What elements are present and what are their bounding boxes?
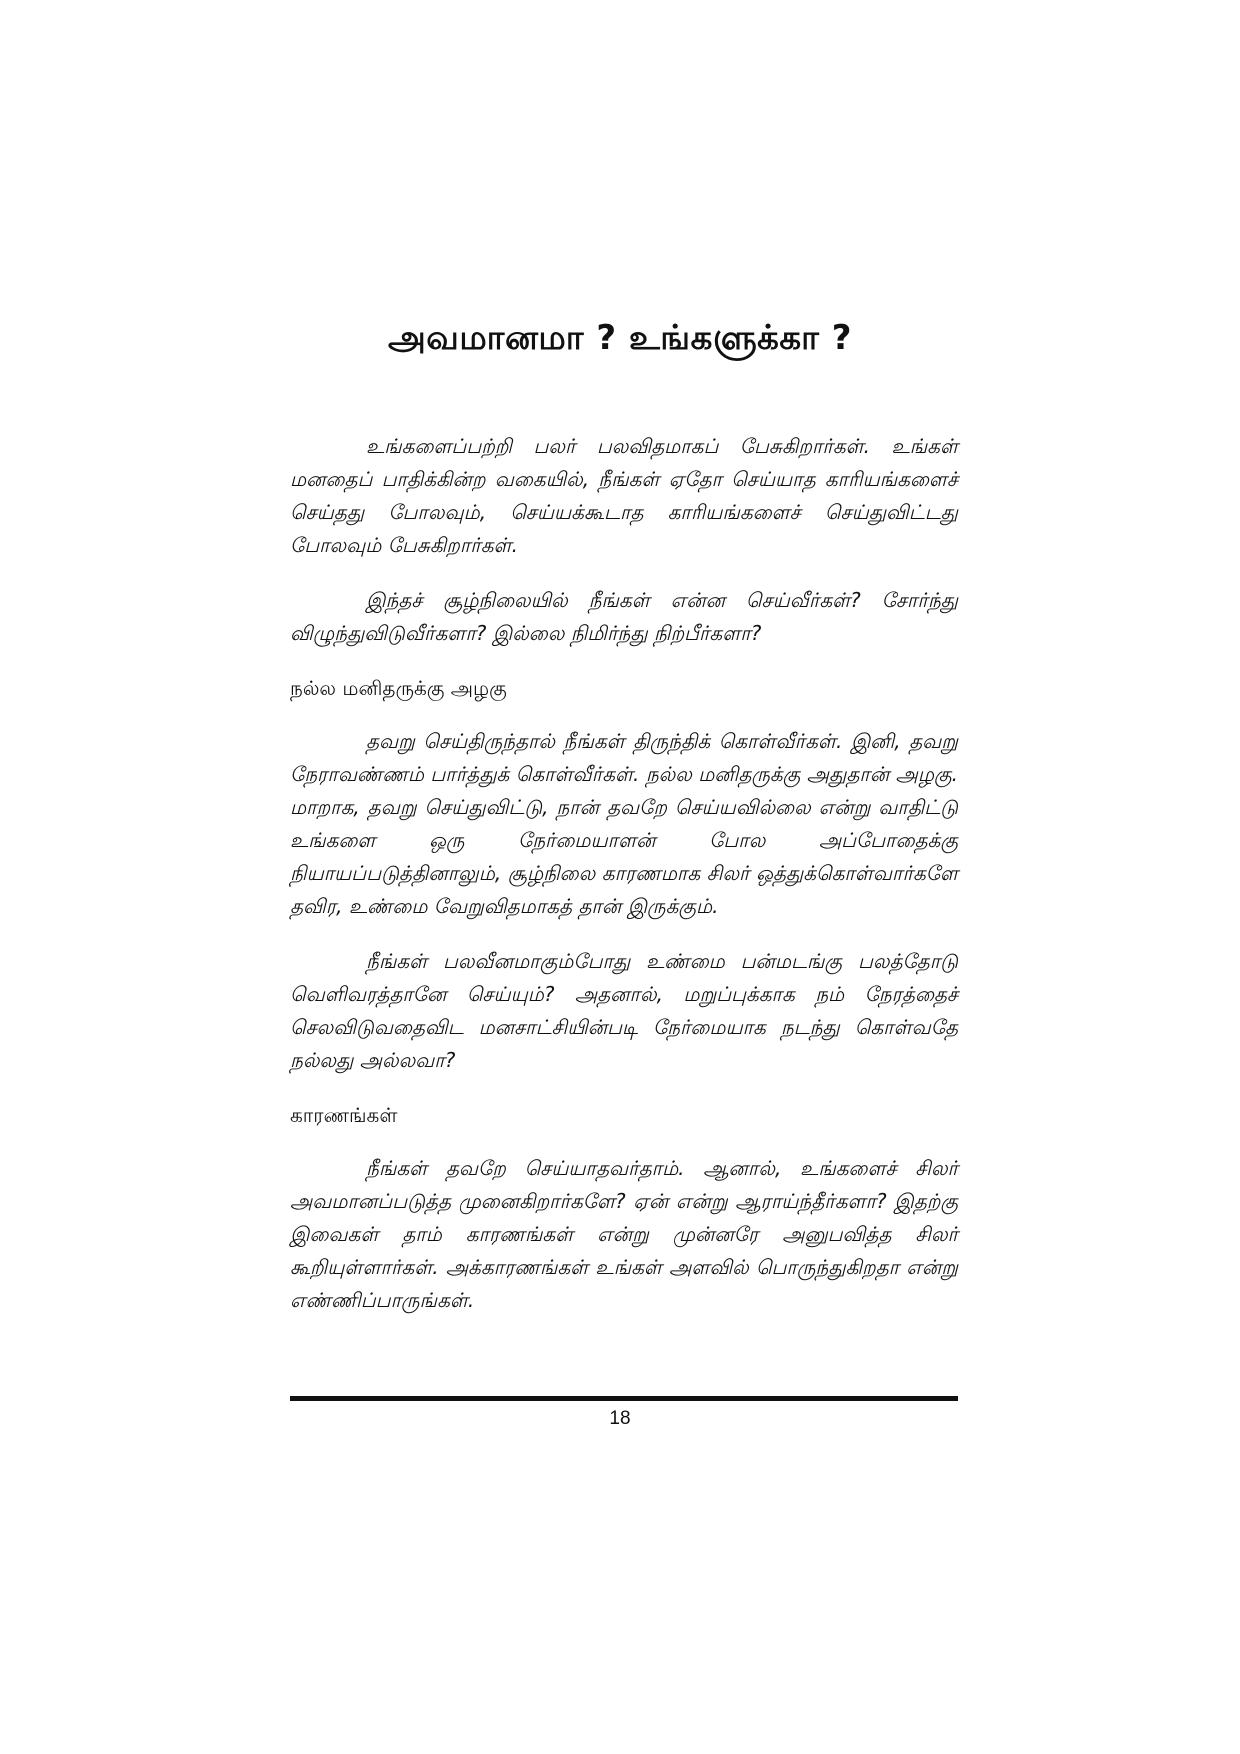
body-text <box>290 430 958 1339</box>
paragraph-intro-1: உங்களைப்பற்றி பலர் பலவிதமாகப் பேசுகிறார்கள். உங்கள் மனதைப் பாதிக்கின்ற வகையில், நீங்கள் ஏதோ செய்யாத காரியங்களைச் செய்தது போலவும், செய்யக்கூடாத காரியங்களைச் செய்துவிட்டது போலவும் பேசுகிறார்கள். <box>290 434 958 557</box>
paragraph-intro-2: இந்தச் சூழ்நிலையில் நீங்கள் என்ன செய்வீர்கள்? சோர்ந்து விழுந்துவிடுவீர்களா? இல்லை நிமிர்ந்து நிற்பீர்களா? <box>290 588 958 645</box>
section-heading-reasons: காரணங்கள் <box>290 1103 398 1127</box>
paragraph-good-person-2: நீங்கள் பலவீனமாகும்போது உண்மை பன்மடங்கு பலத்தோடு வெளிவரத்தானே செய்யும்? அதனால், மறுப்புக்காக நம் நேரத்தைச் செலவிடுவதைவிட மனசாட்சியின்படி நேர்மையாக நடந்து கொள்வதே நல்லது அல்லவா? <box>290 949 958 1072</box>
page-title: அவமானமா ? உங்களுக்கா ? <box>388 318 852 358</box>
paragraph-good-person-1: தவறு செய்திருந்தால் நீங்கள் திருந்திக் கொள்வீர்கள். இனி, தவறு நேராவண்ணம் பார்த்துக் கொள்வீர்கள். நல்ல மனிதருக்கு அதுதான் அழகு. மாறாக, தவறு செய்துவிட்டு, நான் தவறே செய்யவில்லை என்று வாதிட்டு உங்களை ஒரு நேர்மையாளன் போல அப்போதைக்கு நியாயப்படுத்தினாலும், சூழ்நிலை காரணமாக சிலர் ஒத்துக்கொள்வார்களே தவிர, உண்மை வேறுவிதமாகத் தான் இருக்கும். <box>290 729 958 918</box>
footer-divider <box>290 1396 958 1401</box>
paragraph-reasons-1: நீங்கள் தவறே செய்யாதவர்தாம். ஆனால், உங்களைச் சிலர் அவமானப்படுத்த முனைகிறார்களே? ஏன் என்று ஆராய்ந்தீர்களா? இதற்கு இவைகள் தாம் காரணங்கள் என்று முன்னரே அனுபவித்த சிலர் கூறியுள்ளார்கள். அக்காரணங்கள் உங்கள் அளவில் பொருந்துகிறதா என்று எண்ணிப்பாருங்கள். <box>290 1156 958 1312</box>
section-heading-good-person: நல்ல மனிதருக்கு அழகு <box>290 676 507 700</box>
page-number: 18 <box>609 1408 631 1429</box>
